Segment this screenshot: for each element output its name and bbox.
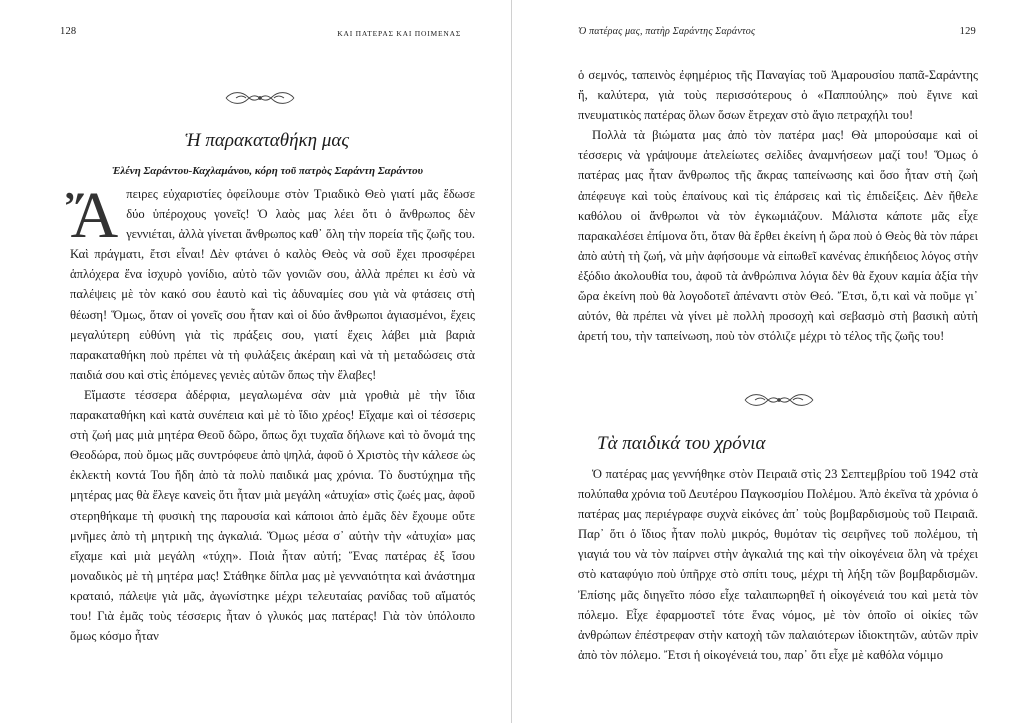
paragraph: Πολλὰ τὰ βιώματα μας ἀπὸ τὸν πατέρα μας! Θὰ μπορούσαμε καὶ οἱ τέσσερις νὰ γράψουμε ἀτελείωτες σελίδες ἀναμνήσεων μαζί του! Ὅμως ὁ πατέρας μας ἦταν ἄνθρωπος τῆς ἄκρας ταπείνωσης καὶ ὅσο ἦταν στὴ ζωὴ ἀπέφευγε καὶ τοὺς ἐπαίνους καὶ τὶς ἐπάρσεις καὶ τὶς ἐπιδείξεις. Δὲν ἤθελε καθόλου οἱ ἄνθρωποι νὰ τὸν ἐγκωμιάζουν. Μάλιστα κάποτε μᾶς εἶχε παρακαλέσει ἐπίμονα ὅτι, ὅταν θὰ ἔρθει ἐκείνη ἡ ὥρα ποὺ ὁ Θεὸς θὰ τὸν πάρει ἀπὸ αὐτὴ τὴ ζωή, νὰ μὴν ἀφήσουμε νὰ εἰπωθεῖ κανένας ἐπικήδειος λόγος στὴν ἐξόδιο ἀκολουθία του, ἀφοῦ τὰ ἀνθρώπινα λόγια δὲν θὰ ἔχουν καμία ἀξία τὴν ὥρα ἐκείνη ποὺ θὰ λογοδοτεῖ ἀπέναντι στὸν Θεό. Ἔτσι, ὅ,τι καὶ νὰ ποῦμε γι᾽ αὐτόν, θὰ πρέπει νὰ γίνει μὲ πολλὴ προσοχὴ καὶ σεβασμὸ στὴ βασικὴ αὐτὴ ἀρετή του, τὴν ταπείνωση, ποὺ τὸν στόλιζε μέχρι τὸ τέλος τῆς ζωῆς του! [578, 128, 978, 344]
body-text [578, 464, 978, 665]
page-number: 129 [959, 26, 976, 37]
paragraph: Ὁ πατέρας μας γεννήθηκε στὸν Πειραιᾶ στὶς 23 Σεπτεμβρίου τοῦ 1942 στὰ πολύπαθα χρόνια τοῦ Δευτέρου Παγκοσμίου Πολέμου. Ἀπὸ ἐκεῖνα τὰ χρόνια ὁ πατέρας μας περιέγραφε συχνὰ εἰκόνες ἀπ᾽ τοὺς βομβαρδισμοὺς τοῦ Πειραιᾶ. Παρ᾽ ὅτι ὁ ἴδιος ἦταν πολὺ μικρός, θυμόταν τὶς σειρῆνες τοῦ πολέμου, τὴ γιαγιά του νὰ τὸν παίρνει στὴν ἀγκαλιά της καὶ τὴν οἰκογένεια ὅλη νὰ τρέχει στὸ καταφύγιο ποὺ ὑπῆρχε στὸ σπίτι τους, μέχρι τὴ λήξη τῶν βομβαρδισμῶν. Ἐπίσης μᾶς διηγεῖτο πόσο εἶχε ταλαιπωρηθεῖ ἡ οἰκογένειά του καὶ μετὰ τὸν πόλεμο. Εἶχε ἐφαρμοστεῖ τότε ἕνας νόμος, μὲ τὸν ὁποῖο οἱ οἰκίες τῶν ἀνθρώπων ἐπέστρεφαν στὴν κατοχὴ τῶν παλαιότερων ἰδιοκτητῶν, αὐτῶν πρὶν ἀπὸ τὸν πόλεμο. Ἔτσι ἡ οἰκογένειά του, παρ᾽ ὅτι εἶχε μὲ καθόλα νόμιμο [578, 467, 978, 662]
byline: Ἑλένη Σαράντου-Καχλαμάνου, κόρη τοῦ πατρὸς Σαράντη Σαράντου [112, 165, 423, 177]
running-head: Ὁ πατέρας μας, πατὴρ Σαράντης Σαράντος [578, 26, 756, 37]
drop-cap: Ἄ [66, 179, 119, 252]
running-head: ΚΑΙ ΠΑΤΕΡΑΣ ΚΑΙ ΠΟΙΜΕΝΑΣ [337, 29, 461, 38]
paragraph-text: πειρες εὐχαριστίες ὀφείλουμε στὸν Τριαδικὸ Θεὸ γιατί μᾶς ἔδωσε δύο ὑπέροχους γονεῖς! Ὁ λαὸς μας λέει ὅτι ὁ ἄνθρωπος δὲν γεννιέται, ἀλλὰ γίνεται ἄνθρωπος καθ᾽ ὅλη τὴν πορεία τῆς ζωῆς του. Καὶ πράγματι, ἔτσι εἶναι! Δὲν φτάνει ὁ καλὸς Θεὸς νὰ σοῦ ἔχει προσφέρει ἁπλόχερα ἕνα ἰσχυρὸ γονίδιο, αὐτὸ τῶν γονιῶν σου, ἀλλὰ πρέπει κι ἐσὺ νὰ παλέψεις μὲ τὸν κακό σου ἑαυτὸ καὶ τὶς ἀδυναμίες σου γιὰ νὰ φτάσεις στὴ θέωση! Ὅμως, ὅταν οἱ γονεῖς σου ἦταν καὶ οἱ δύο ἄνθρωποι ἁγιασμένοι, ἔχεις μεγαλύτερη εὐθύνη γιὰ τὶς πράξεις σου, γιατί ἔχεις λάβει μιὰ βαριὰ παρακαταθήκη ποὺ πρέπει νὰ τὴ φυλάξεις ἀκέραιη καὶ νὰ τὴ μεταδώσεις στὰ παιδιά σου καὶ στὶς ἑπόμενες γενιὲς αὐτῶν ὅπως τὴν ἔλαβες! [70, 187, 475, 382]
flourish-ornament-icon [222, 88, 298, 108]
flourish-ornament-icon [741, 390, 817, 410]
section-title: Τὰ παιδικά του χρόνια [597, 433, 766, 454]
page-number: 128 [60, 26, 77, 37]
paragraph: Εἴμαστε τέσσερα ἀδέρφια, μεγαλωμένα σὰν μιὰ γροθιὰ μὲ τὴν ἴδια παρακαταθήκη καὶ κατὰ συνέπεια καὶ μὲ τὸ ἴδιο χρέος! Εἴχαμε καὶ οἱ τέσσερις στὴ ζωή μας μιὰ μητέρα Θεοῦ δῶρο, ὅπως ὄχι τυχαῖα δήλωνε καὶ τὸ ὄνομά της Θεοδώρα, ποὺ ὅμως μᾶς συντρόφευε ἀπὸ ψηλά, ἀφοῦ ὁ Χριστὸς τὴν κάλεσε ὡς ἐκλεκτὴ κοντά Του ἤδη ἀπὸ τὰ πολὺ παιδικά μας χρόνια. Τὸ δυστύχημα τῆς μητέρας μας θὰ ἔλεγε κανεὶς ὅτι ἦταν μιὰ μεγάλη «ἀτυχία» στὶς ζωές μας, ἀφοῦ στερηθήκαμε τὴ φυσικὴ της παρουσία καὶ κάποιοι ἀπὸ ἐμᾶς δὲν ἔχουμε οὔτε μνῆμες ἀπὸ τὴ μητρικὴ της ἀγκαλιά. Ὅμως μέσα σ᾽ αὐτὴν τὴν «ἀτυχία» μας εἴχαμε καὶ μιὰ μεγάλη «τύχη». Ποιὰ ἦταν αὐτή; Ἕνας πατέρας ἐξ ἴσου μοναδικὸς μὲ τὴ μητέρα μας! Στάθηκε δίπλα μας μὲ γενναιότητα καὶ ἀνάστημα κραταιό, πάλεψε γιὰ μᾶς, ἀγωνίστηκε μέχρι τελευταίας ρανίδας τοῦ αἵματός του! Γιὰ ἐμᾶς τοὺς τέσσερις ἦταν ὁ γλυκός μας πατέρας! Γιὰ τὸν ὑπόλοιπο ὅμως κόσμο ἦταν [70, 387, 475, 644]
right-page [512, 0, 1024, 723]
paragraph: ὁ σεμνός, ταπεινὸς ἐφημέριος τῆς Παναγίας τοῦ Ἀμαρουσίου παπᾶ-Σαράντης ἤ, καλύτερα, γιὰ τοὺς περισσότερους ὁ «Παππούλης» ποὺ ἔγινε καὶ πνευματικὸς πατέρας ὅλων ὅσων ἔτρεχαν στὸ ἅγιο πετραχήλι του! [578, 68, 978, 123]
body-text [66, 179, 475, 646]
paragraph [66, 179, 475, 385]
section-title: Ἡ παρακαταθήκη μας [185, 130, 350, 151]
body-text [578, 65, 978, 346]
